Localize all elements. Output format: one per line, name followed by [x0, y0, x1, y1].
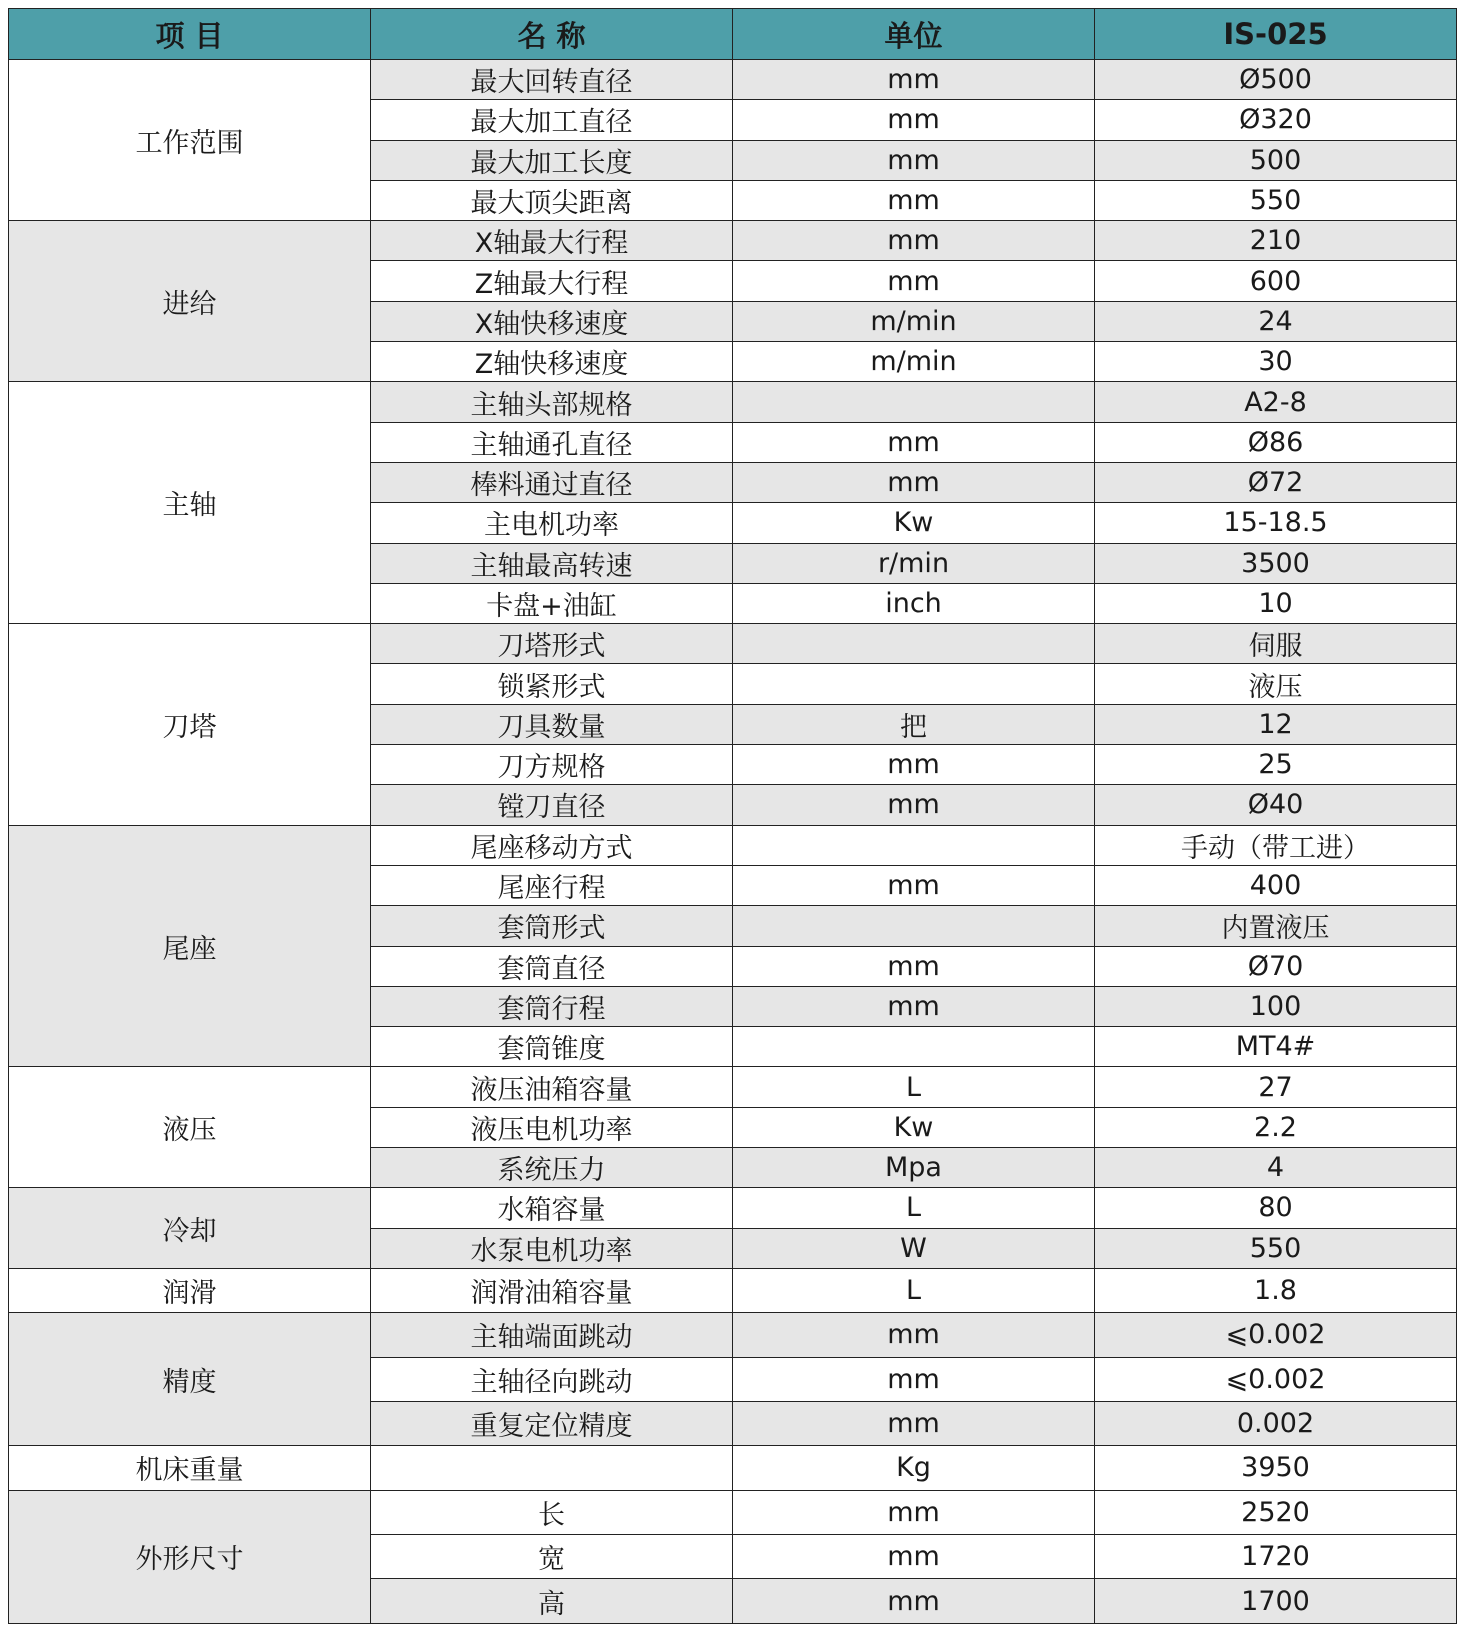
header-model: IS-025 [1095, 9, 1457, 60]
spec-unit: 把 [733, 704, 1095, 744]
spec-unit: r/min [733, 543, 1095, 583]
spec-name: 卡盘+油缸 [371, 583, 733, 623]
spec-unit: mm [733, 60, 1095, 100]
spec-value: 24 [1095, 301, 1457, 341]
spec-name: 重复定位精度 [371, 1401, 733, 1445]
spec-name: 液压油箱容量 [371, 1067, 733, 1107]
spec-value: 550 [1095, 180, 1457, 220]
table-header [9, 9, 1457, 60]
spec-name: 尾座移动方式 [371, 825, 733, 865]
spec-unit: W [733, 1228, 1095, 1268]
spec-unit: mm [733, 745, 1095, 785]
header-item: 项 目 [9, 9, 371, 60]
spec-unit: mm [733, 785, 1095, 825]
group-label: 尾座 [9, 825, 371, 1067]
spec-value: 550 [1095, 1228, 1457, 1268]
spec-unit: mm [733, 1579, 1095, 1624]
spec-value: 伺服 [1095, 624, 1457, 664]
table-row [9, 1313, 1457, 1357]
spec-name: Z轴快移速度 [371, 342, 733, 382]
group-label: 进给 [9, 221, 371, 382]
spec-value: 400 [1095, 865, 1457, 905]
spec-value: Ø72 [1095, 462, 1457, 502]
spec-unit: mm [733, 946, 1095, 986]
spec-unit [733, 382, 1095, 422]
spec-value: 10 [1095, 583, 1457, 623]
table-row [9, 1188, 1457, 1228]
spec-value: 0.002 [1095, 1401, 1457, 1445]
spec-name: 主轴径向跳动 [371, 1357, 733, 1401]
spec-name: 刀塔形式 [371, 624, 733, 664]
spec-value: 1.8 [1095, 1268, 1457, 1312]
header-row [9, 9, 1457, 60]
spec-name: 锁紧形式 [371, 664, 733, 704]
spec-unit: mm [733, 422, 1095, 462]
spec-value: ⩽0.002 [1095, 1313, 1457, 1357]
spec-unit: mm [733, 1357, 1095, 1401]
group-label: 刀塔 [9, 624, 371, 825]
spec-unit: mm [733, 462, 1095, 502]
spec-value: A2-8 [1095, 382, 1457, 422]
spec-unit: Kw [733, 503, 1095, 543]
spec-unit: inch [733, 583, 1095, 623]
spec-value: 1720 [1095, 1534, 1457, 1578]
spec-unit: Mpa [733, 1148, 1095, 1188]
table-row [9, 1268, 1457, 1312]
spec-unit: mm [733, 140, 1095, 180]
table-row [9, 221, 1457, 261]
spec-name: Z轴最大行程 [371, 261, 733, 301]
table-row [9, 382, 1457, 422]
spec-name: 镗刀直径 [371, 785, 733, 825]
spec-value: Ø320 [1095, 100, 1457, 140]
group-label: 液压 [9, 1067, 371, 1188]
spec-unit: mm [733, 986, 1095, 1026]
spec-unit: Kg [733, 1446, 1095, 1490]
spec-name: 尾座行程 [371, 865, 733, 905]
spec-name: 高 [371, 1579, 733, 1624]
table-row [9, 825, 1457, 865]
spec-value: 210 [1095, 221, 1457, 261]
spec-value: 25 [1095, 745, 1457, 785]
spec-name: 套筒形式 [371, 906, 733, 946]
spec-unit: mm [733, 865, 1095, 905]
spec-name: 套筒直径 [371, 946, 733, 986]
spec-value: 3500 [1095, 543, 1457, 583]
spec-value: 4 [1095, 1148, 1457, 1188]
spec-unit: m/min [733, 301, 1095, 341]
spec-name: 最大加工长度 [371, 140, 733, 180]
spec-name: 棒料通过直径 [371, 462, 733, 502]
header-unit: 单位 [733, 9, 1095, 60]
spec-unit [733, 1027, 1095, 1067]
spec-value: Ø500 [1095, 60, 1457, 100]
group-label: 精度 [9, 1313, 371, 1446]
table-row [9, 624, 1457, 664]
spec-value: 500 [1095, 140, 1457, 180]
spec-unit: Kw [733, 1107, 1095, 1147]
spec-value: 30 [1095, 342, 1457, 382]
spec-name: 最大顶尖距离 [371, 180, 733, 220]
spec-value: 27 [1095, 1067, 1457, 1107]
spec-name: 主电机功率 [371, 503, 733, 543]
spec-value: ⩽0.002 [1095, 1357, 1457, 1401]
spec-name: 润滑油箱容量 [371, 1268, 733, 1312]
spec-name: 最大加工直径 [371, 100, 733, 140]
spec-name: 主轴最高转速 [371, 543, 733, 583]
spec-unit: mm [733, 180, 1095, 220]
spec-value: 1700 [1095, 1579, 1457, 1624]
spec-value: 液压 [1095, 664, 1457, 704]
table-row [9, 60, 1457, 100]
spec-value: 12 [1095, 704, 1457, 744]
spec-value: Ø86 [1095, 422, 1457, 462]
table-row [9, 1067, 1457, 1107]
spec-name: 水泵电机功率 [371, 1228, 733, 1268]
spec-name: 液压电机功率 [371, 1107, 733, 1147]
spec-value: 2520 [1095, 1490, 1457, 1534]
spec-value: 100 [1095, 986, 1457, 1026]
header-name: 名 称 [371, 9, 733, 60]
spec-value: 80 [1095, 1188, 1457, 1228]
spec-unit: mm [733, 221, 1095, 261]
spec-unit: mm [733, 1313, 1095, 1357]
spec-value: 600 [1095, 261, 1457, 301]
spec-name: X轴快移速度 [371, 301, 733, 341]
table-body [9, 60, 1457, 1624]
table-row [9, 1490, 1457, 1534]
spec-unit: mm [733, 1401, 1095, 1445]
spec-value: 2.2 [1095, 1107, 1457, 1147]
spec-value: Ø70 [1095, 946, 1457, 986]
spec-table [8, 8, 1457, 1624]
spec-name [371, 1446, 733, 1490]
spec-name: 主轴端面跳动 [371, 1313, 733, 1357]
spec-name: 水箱容量 [371, 1188, 733, 1228]
spec-value: 3950 [1095, 1446, 1457, 1490]
group-label: 主轴 [9, 382, 371, 624]
spec-name: 套筒行程 [371, 986, 733, 1026]
spec-unit: mm [733, 1490, 1095, 1534]
spec-name: 刀方规格 [371, 745, 733, 785]
spec-name: 主轴头部规格 [371, 382, 733, 422]
group-label: 冷却 [9, 1188, 371, 1269]
spec-name: X轴最大行程 [371, 221, 733, 261]
spec-name: 长 [371, 1490, 733, 1534]
spec-unit: L [733, 1268, 1095, 1312]
spec-name: 主轴通孔直径 [371, 422, 733, 462]
spec-unit: mm [733, 100, 1095, 140]
group-label: 工作范围 [9, 60, 371, 221]
table-row [9, 1446, 1457, 1490]
group-label: 外形尺寸 [9, 1490, 371, 1623]
spec-unit: mm [733, 261, 1095, 301]
group-label: 机床重量 [9, 1446, 371, 1490]
spec-name: 套筒锥度 [371, 1027, 733, 1067]
spec-unit [733, 624, 1095, 664]
spec-unit: m/min [733, 342, 1095, 382]
spec-unit: L [733, 1188, 1095, 1228]
spec-unit: L [733, 1067, 1095, 1107]
spec-value: 15-18.5 [1095, 503, 1457, 543]
spec-name: 系统压力 [371, 1148, 733, 1188]
spec-value: Ø40 [1095, 785, 1457, 825]
spec-value: 手动（带工进） [1095, 825, 1457, 865]
spec-name: 最大回转直径 [371, 60, 733, 100]
spec-unit [733, 664, 1095, 704]
spec-unit: mm [733, 1534, 1095, 1578]
spec-unit [733, 906, 1095, 946]
spec-name: 刀具数量 [371, 704, 733, 744]
spec-value: 内置液压 [1095, 906, 1457, 946]
spec-value: MT4# [1095, 1027, 1457, 1067]
spec-name: 宽 [371, 1534, 733, 1578]
spec-unit [733, 825, 1095, 865]
group-label: 润滑 [9, 1268, 371, 1312]
